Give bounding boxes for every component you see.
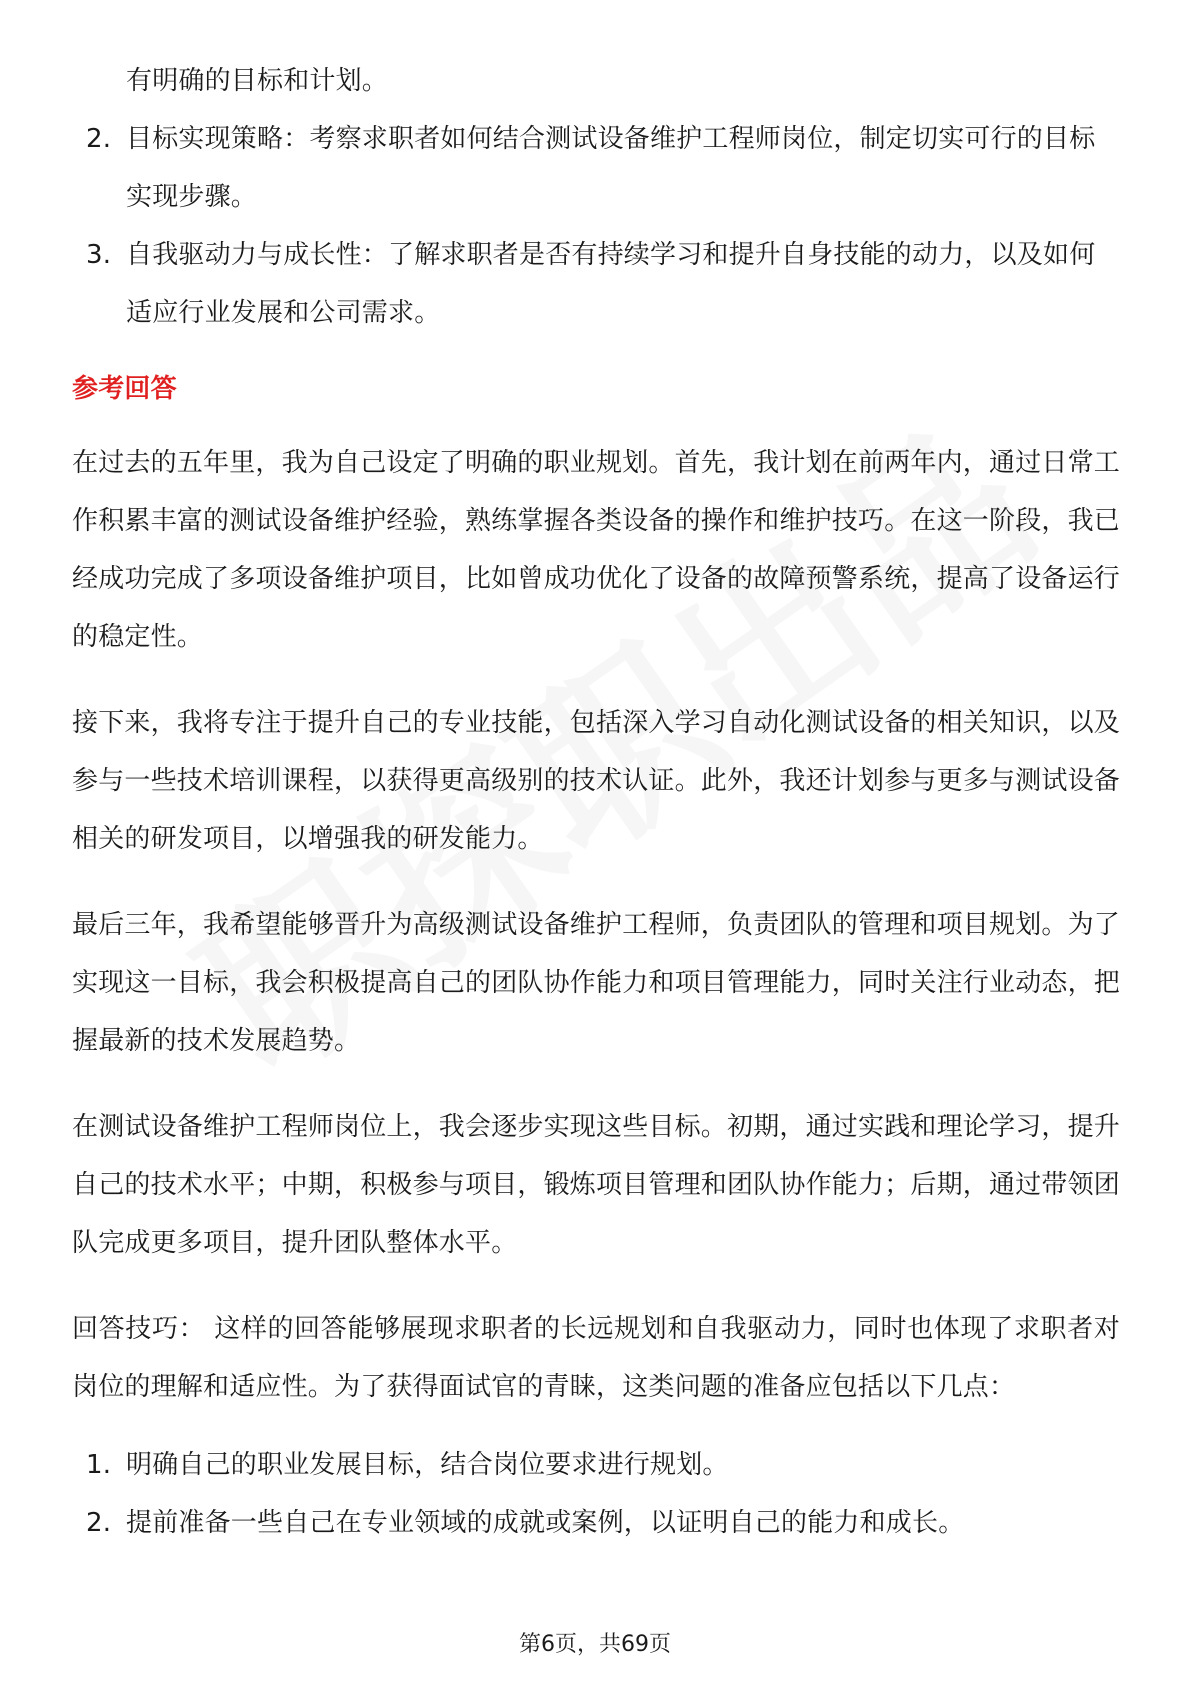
list-number: 3. [86, 240, 112, 270]
list-item [72, 226, 1120, 342]
evaluation-points-list [72, 110, 1120, 342]
answer-paragraph: 在测试设备维护工程师岗位上，我会逐步实现这些目标。初期，通过实践和理论学习，提升自己的技术水平；中期，积极参与项目，锻炼项目管理和团队协作能力；后期，通过带领团队完成更多项目，提升团队整体水平。 [72, 1112, 1121, 1258]
list-item-text: 目标实现策略：考察求职者如何结合测试设备维护工程师岗位，制定切实可行的目标实现步骤。 [126, 124, 1096, 212]
preparation-points-list [72, 1436, 1120, 1552]
answer-paragraph: 接下来，我将专注于提升自己的专业技能，包括深入学习自动化测试设备的相关知识，以及参与一些技术培训课程，以获得更高级别的技术认证。此外，我还计划参与更多与测试设备相关的研发项目，以增强我的研发能力。 [72, 708, 1121, 854]
list-item-text: 自我驱动力与成长性：了解求职者是否有持续学习和提升自身技能的动力，以及如何适应行业发展和公司需求。 [126, 240, 1096, 328]
list-item [72, 1436, 1120, 1494]
list-number: 1. [86, 1450, 112, 1480]
list-item [72, 110, 1120, 226]
answer-paragraph: 最后三年，我希望能够晋升为高级测试设备维护工程师，负责团队的管理和项目规划。为了实现这一目标，我会积极提高自己的团队协作能力和项目管理能力，同时关注行业动态，把握最新的技术发展趋势。 [72, 910, 1121, 1056]
list-number: 2. [86, 124, 112, 154]
page-content [72, 52, 1120, 1552]
answer-tips-paragraph: 回答技巧： 这样的回答能够展现求职者的长远规划和自我驱动力，同时也体现了求职者对岗位的理解和适应性。为了获得面试官的青睐，这类问题的准备应包括以下几点： [72, 1314, 1121, 1402]
list-item-text: 明确自己的职业发展目标，结合岗位要求进行规划。 [126, 1450, 729, 1480]
page-number-footer: 第6页，共69页 [519, 1632, 671, 1657]
continued-list-line: 有明确的目标和计划。 [126, 66, 389, 96]
list-item-text: 提前准备一些自己在专业领域的成就或案例，以证明自己的能力和成长。 [126, 1508, 965, 1538]
section-title: 参考回答 [72, 374, 177, 404]
list-number: 2. [86, 1508, 112, 1538]
list-item [72, 1494, 1120, 1552]
answer-paragraph: 在过去的五年里，我为自己设定了明确的职业规划。首先，我计划在前两年内，通过日常工作积累丰富的测试设备维护经验，熟练掌握各类设备的操作和维护技巧。在这一阶段，我已经成功完成了多项设备维护项目，比如曾成功优化了设备的故障预警系统，提高了设备运行的稳定性。 [72, 448, 1121, 652]
